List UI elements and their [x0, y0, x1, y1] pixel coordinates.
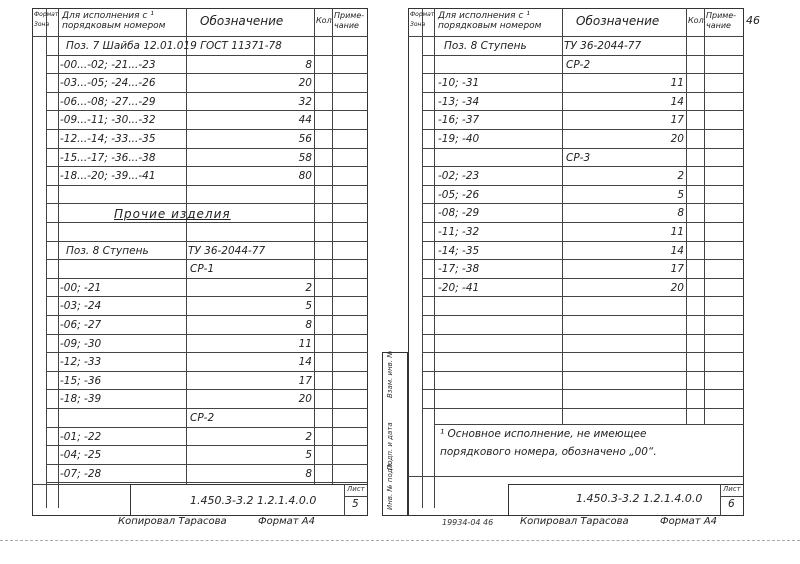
row-variant: -06; -27: [60, 319, 102, 331]
footnote-line-1: ¹ Основное исполнение, не имеющее: [440, 428, 647, 440]
row-qty: 8: [305, 319, 312, 331]
row-designation: СР-2: [190, 412, 215, 424]
right-stamp-sheet-label: Лист: [723, 485, 741, 493]
row-qty: 20: [670, 281, 684, 294]
row-qty: 11: [298, 337, 312, 350]
row-variant: -10; -31: [438, 77, 480, 90]
row-variant: -06...-08; -27...-29: [60, 95, 156, 108]
row-variant: Прочие изделия: [114, 207, 231, 222]
right-stamp-doc: 1.450.3-3.2 1.2.1.4.0.0: [576, 492, 703, 505]
margin-label-sign: Подп. и дата: [386, 422, 394, 470]
right-footer-copied: Копировал Тарасова: [520, 516, 629, 527]
row-variant: -19; -40: [438, 133, 480, 145]
row-qty: 8: [305, 467, 312, 480]
left-stamp-sheet: 5: [352, 498, 359, 510]
row-qty: 14: [670, 244, 684, 257]
row-qty: 20: [298, 77, 312, 90]
scan-edge-line: [0, 540, 800, 541]
row-variant: -02; -23: [438, 170, 480, 183]
row-qty: 11: [670, 226, 684, 238]
row-variant: Поз. 8 Ступень: [444, 40, 527, 52]
row-qty: 14: [670, 95, 684, 108]
row-variant: -12...-14; -33...-35: [60, 133, 156, 145]
row-qty: 17: [670, 114, 684, 127]
header-qty: Кол.: [688, 16, 707, 25]
header-designation: Обозначение: [200, 14, 284, 28]
row-qty: 5: [305, 449, 312, 462]
row-qty: 11: [670, 77, 684, 90]
row-designation: СР-1: [190, 263, 215, 276]
row-variant: -11; -32: [438, 226, 480, 238]
row-qty: 58: [298, 151, 312, 164]
row-variant: -18...-20; -39...-41: [60, 170, 156, 183]
header-variant: Для исполнения с ¹ порядковым номером: [62, 11, 166, 31]
row-variant: -15; -36: [60, 374, 102, 387]
margin-label-replace: Взам. инв. №: [386, 350, 394, 398]
row-variant: Поз. 7 Шайба 12.01.019 ГОСТ 11371-78: [66, 40, 282, 52]
row-qty: 5: [305, 300, 312, 313]
row-qty: 20: [298, 393, 312, 406]
left-stamp-doc: 1.450.3-3.2 1.2.1.4.0.0: [190, 494, 317, 507]
row-designation: ТУ 36-2044-77: [564, 40, 642, 52]
left-footer-format: Формат А4: [258, 516, 315, 527]
row-variant: -08; -29: [438, 207, 480, 220]
footnote-line-2: порядкового номера, обозначено „00“.: [440, 446, 657, 458]
row-designation: ТУ 36-2044-77: [188, 244, 266, 257]
row-variant: -05; -26: [438, 188, 480, 201]
row-variant: -01; -22: [60, 430, 102, 443]
row-qty: 5: [677, 188, 684, 201]
header-zone: Формат Зона: [34, 11, 59, 28]
right-sheet: [386, 0, 800, 527]
row-variant: -14; -35: [438, 244, 480, 257]
row-qty: 8: [305, 58, 312, 71]
row-variant: -09...-11; -30...-32: [60, 114, 156, 127]
row-variant: Поз. 8 Ступень: [66, 244, 149, 257]
header-designation: Обозначение: [576, 14, 660, 28]
row-variant: -20; -41: [438, 281, 480, 294]
row-variant: -13; -34: [438, 95, 480, 108]
row-qty: 2: [305, 430, 312, 443]
header-note: Приме-чание: [334, 11, 365, 30]
header-qty: Кол.: [316, 16, 335, 25]
right-footer-date: 19934-04 46: [442, 518, 494, 527]
row-variant: -15...-17; -36...-38: [60, 151, 156, 164]
row-variant: -16; -37: [438, 114, 480, 127]
row-qty: 2: [305, 281, 312, 294]
row-qty: 44: [298, 114, 312, 127]
row-variant: -12; -33: [60, 356, 102, 369]
row-qty: 56: [298, 133, 312, 145]
row-qty: 20: [670, 133, 684, 145]
header-zone: Формат Зона: [410, 11, 435, 28]
corner-number: 46: [746, 14, 760, 27]
row-qty: 80: [298, 170, 312, 183]
row-qty: 32: [298, 95, 312, 108]
row-variant: -09; -30: [60, 337, 102, 350]
margin-label-inv: Инв. № подл.: [386, 461, 394, 510]
row-qty: 17: [670, 263, 684, 276]
row-designation: СР-3: [566, 151, 591, 164]
row-variant: -03...-05; -24...-26: [60, 77, 156, 90]
row-variant: -18; -39: [60, 393, 102, 406]
row-variant: -04; -25: [60, 449, 102, 462]
header-note: Приме-чание: [706, 11, 737, 30]
row-variant: -00...-02; -21...-23: [60, 58, 156, 71]
left-stamp-sheet-label: Лист: [347, 485, 365, 493]
row-qty: 14: [298, 356, 312, 369]
left-footer-copied: Копировал Тарасова: [118, 516, 227, 527]
row-variant: -03; -24: [60, 300, 102, 313]
right-stamp-sheet: 6: [728, 498, 735, 510]
row-qty: 17: [298, 374, 312, 387]
row-variant: -07; -28: [60, 467, 102, 480]
row-variant: -00; -21: [60, 281, 102, 294]
row-qty: 2: [677, 170, 684, 183]
right-footer-format: Формат А4: [660, 516, 717, 527]
header-variant: Для исполнения с ¹ порядковым номером: [438, 11, 542, 31]
row-qty: 8: [677, 207, 684, 220]
left-sheet: [0, 0, 376, 527]
row-variant: -17; -38: [438, 263, 480, 276]
row-designation: СР-2: [566, 58, 591, 71]
